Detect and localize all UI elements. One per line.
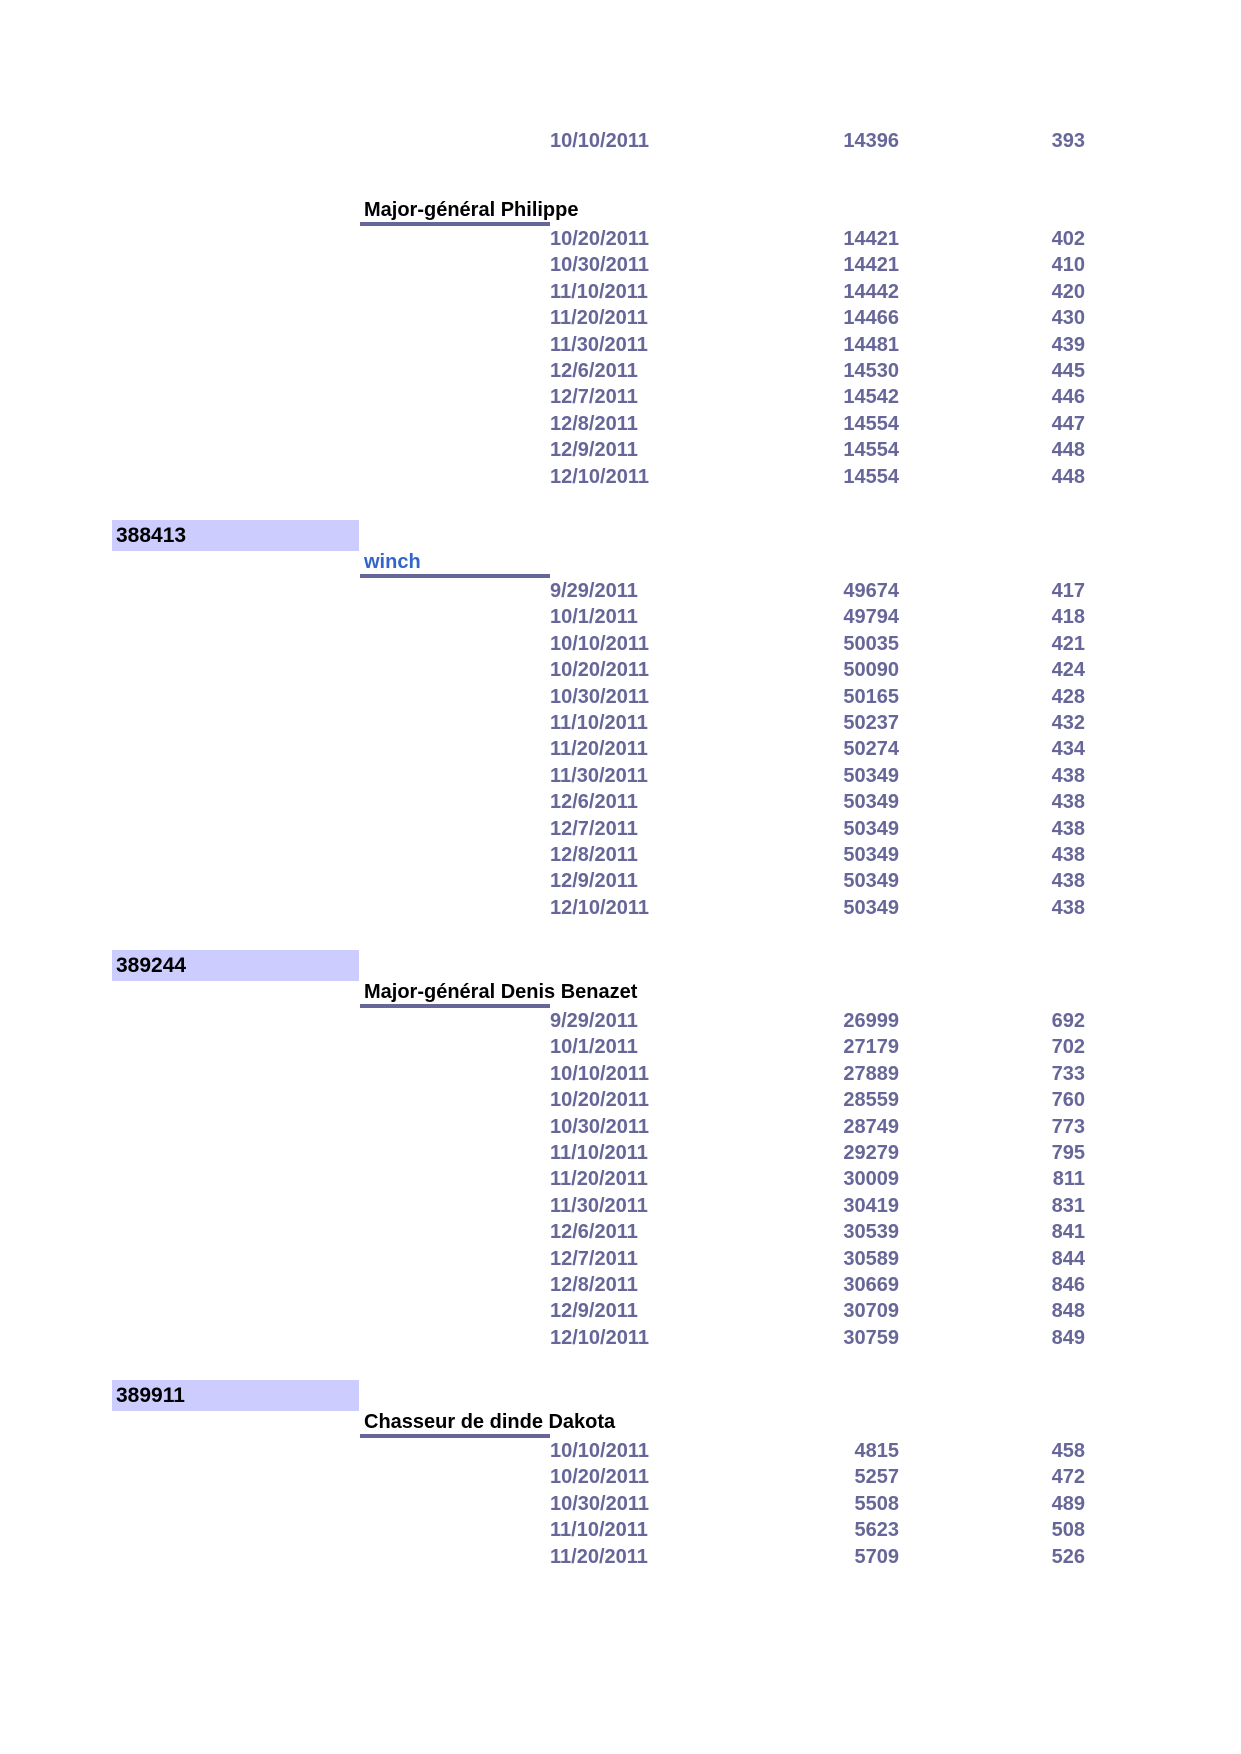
value-cell: 14421: [843, 228, 899, 250]
count-cell: 702: [1051, 1036, 1085, 1059]
value-cell: 14554: [843, 412, 899, 435]
count-cell: 439: [1051, 333, 1085, 356]
date-cell: 12/7/2011: [550, 1247, 638, 1270]
date-cell: 11/20/2011: [550, 1168, 648, 1191]
date-cell: 11/30/2011: [550, 333, 648, 356]
table-row: [0, 631, 1241, 658]
table-row: [0, 411, 1241, 438]
count-cell: 447: [1051, 412, 1085, 435]
value-cell: 30709: [843, 1300, 899, 1323]
value-cell: 30589: [843, 1247, 899, 1270]
value-cell: 14442: [843, 280, 899, 303]
count-cell: 424: [1051, 659, 1085, 682]
count-cell: 438: [1051, 870, 1085, 893]
table-row: [0, 1219, 1241, 1246]
date-cell: 11/30/2011: [550, 764, 648, 787]
value-cell: 5709: [854, 1545, 899, 1568]
table-row: [0, 1272, 1241, 1299]
date-cell: 12/8/2011: [550, 412, 638, 435]
player-name-cell: Chasseur de dinde Dakota: [360, 1410, 550, 1438]
date-cell: 10/1/2011: [550, 606, 638, 629]
value-cell: 14530: [843, 360, 899, 382]
table-row: [0, 1491, 1241, 1518]
date-cell: 10/20/2011: [550, 1089, 649, 1112]
value-cell: 50349: [843, 817, 899, 840]
value-cell: 50035: [843, 632, 899, 655]
table-row: [0, 1193, 1241, 1220]
date-cell: 12/6/2011: [550, 1221, 638, 1244]
table-row: [0, 1140, 1241, 1167]
count-cell: 692: [1051, 1010, 1085, 1032]
table-row: [0, 1438, 1241, 1465]
count-cell: 438: [1051, 896, 1085, 919]
date-cell: 10/10/2011: [550, 130, 649, 152]
date-cell: 11/10/2011: [550, 712, 648, 734]
date-cell: 10/30/2011: [550, 685, 649, 708]
table-row: [0, 437, 1241, 464]
value-cell: 27179: [843, 1036, 899, 1059]
table-row: [0, 684, 1241, 711]
count-cell: 438: [1051, 844, 1085, 866]
value-cell: 49794: [843, 606, 899, 629]
date-cell: 10/20/2011: [550, 1466, 649, 1489]
count-cell: 848: [1051, 1300, 1085, 1323]
value-cell: 50165: [843, 685, 899, 708]
date-cell: 10/30/2011: [550, 1115, 649, 1138]
value-cell: 14554: [843, 439, 899, 462]
value-cell: 29279: [843, 1142, 899, 1164]
value-cell: 30539: [843, 1221, 899, 1244]
table-row: [0, 1061, 1241, 1088]
date-cell: 10/10/2011: [550, 632, 649, 655]
table-row: [0, 842, 1241, 869]
date-cell: 10/1/2011: [550, 1036, 638, 1059]
count-cell: 438: [1051, 764, 1085, 787]
table-row: [0, 604, 1241, 631]
count-cell: 410: [1051, 254, 1085, 277]
count-cell: 846: [1051, 1274, 1085, 1296]
table-row: [0, 578, 1241, 605]
table-row: [0, 1544, 1241, 1571]
table-row: [0, 1298, 1241, 1325]
date-cell: 10/10/2011: [550, 1440, 649, 1462]
date-cell: 12/10/2011: [550, 465, 649, 488]
count-cell: 432: [1051, 712, 1085, 734]
count-cell: 446: [1051, 386, 1085, 409]
date-cell: 11/30/2011: [550, 1194, 648, 1217]
table-row: [0, 226, 1241, 253]
count-cell: 420: [1051, 280, 1085, 303]
count-cell: 733: [1051, 1062, 1085, 1085]
value-cell: 50090: [843, 659, 899, 682]
value-cell: 26999: [843, 1010, 899, 1032]
date-cell: 11/10/2011: [550, 280, 648, 303]
table-row: [0, 358, 1241, 385]
table-row: [0, 1464, 1241, 1491]
count-cell: 841: [1051, 1221, 1085, 1244]
value-cell: 14554: [843, 465, 899, 488]
value-cell: 14421: [843, 254, 899, 277]
table-row: [0, 1008, 1241, 1035]
value-cell: 50349: [843, 870, 899, 893]
table-row: [0, 279, 1241, 306]
value-cell: 27889: [843, 1062, 899, 1085]
count-cell: 393: [1051, 130, 1085, 152]
table-row: [0, 252, 1241, 279]
table-row: [0, 657, 1241, 684]
date-cell: 11/20/2011: [550, 307, 648, 330]
value-cell: 50349: [843, 764, 899, 787]
date-cell: 11/20/2011: [550, 738, 648, 761]
date-cell: 12/9/2011: [550, 1300, 638, 1323]
table-row: [0, 332, 1241, 359]
count-cell: 418: [1051, 606, 1085, 629]
table-row: [0, 1166, 1241, 1193]
count-cell: 472: [1051, 1466, 1085, 1489]
date-cell: 10/20/2011: [550, 659, 649, 682]
date-cell: 12/8/2011: [550, 844, 638, 866]
count-cell: 811: [1052, 1168, 1085, 1191]
date-cell: 12/9/2011: [550, 439, 638, 462]
date-cell: 11/20/2011: [550, 1545, 648, 1568]
table-row: [0, 736, 1241, 763]
count-cell: 438: [1051, 817, 1085, 840]
value-cell: 30669: [843, 1274, 899, 1296]
value-cell: 50349: [843, 791, 899, 814]
date-cell: 12/9/2011: [550, 870, 638, 893]
value-cell: 14542: [843, 386, 899, 409]
date-cell: 12/6/2011: [550, 360, 638, 382]
date-cell: 12/7/2011: [550, 817, 638, 840]
date-cell: 12/7/2011: [550, 386, 638, 409]
date-cell: 10/20/2011: [550, 228, 649, 250]
count-cell: 831: [1051, 1194, 1085, 1217]
table-row: [0, 868, 1241, 895]
value-cell: 4815: [854, 1440, 899, 1462]
table-row: [0, 816, 1241, 843]
value-cell: 30759: [843, 1326, 899, 1349]
count-cell: 844: [1051, 1247, 1085, 1270]
count-cell: 448: [1051, 439, 1085, 462]
count-cell: 849: [1051, 1326, 1085, 1349]
table-row: [0, 305, 1241, 332]
count-cell: 773: [1051, 1115, 1085, 1138]
value-cell: 49674: [843, 580, 899, 602]
value-cell: 30009: [843, 1168, 899, 1191]
count-cell: 421: [1051, 632, 1085, 655]
date-cell: 9/29/2011: [550, 1010, 638, 1032]
table-row: [0, 789, 1241, 816]
table-row: [0, 1114, 1241, 1141]
table-row: [0, 1087, 1241, 1114]
value-cell: 50349: [843, 896, 899, 919]
date-cell: 11/10/2011: [550, 1142, 648, 1164]
player-name-cell[interactable]: winch: [360, 550, 550, 578]
count-cell: 434: [1051, 738, 1085, 761]
value-cell: 50349: [843, 844, 899, 866]
table-row: [0, 384, 1241, 411]
table-row: [0, 1517, 1241, 1544]
date-cell: 11/10/2011: [550, 1519, 648, 1542]
count-cell: 760: [1051, 1089, 1085, 1112]
value-cell: 28559: [843, 1089, 899, 1112]
value-cell: 50274: [843, 738, 899, 761]
value-cell: 5508: [854, 1492, 899, 1515]
date-cell: 12/10/2011: [550, 1326, 649, 1349]
count-cell: 448: [1051, 465, 1085, 488]
player-name-cell: Major-général Philippe: [360, 198, 550, 226]
table-row: [0, 464, 1241, 491]
count-cell: 402: [1051, 228, 1085, 250]
count-cell: 430: [1051, 307, 1085, 330]
value-cell: 5257: [854, 1466, 899, 1489]
count-cell: 445: [1051, 360, 1085, 382]
count-cell: 438: [1051, 791, 1085, 814]
count-cell: 458: [1051, 1440, 1085, 1462]
date-cell: 12/6/2011: [550, 791, 638, 814]
count-cell: 428: [1051, 685, 1085, 708]
table-row: [0, 1246, 1241, 1273]
date-cell: 12/10/2011: [550, 896, 649, 919]
table-row: [0, 1325, 1241, 1352]
value-cell: 14481: [843, 333, 899, 356]
value-cell: 5623: [854, 1519, 899, 1542]
table-row: [0, 710, 1241, 737]
table-row: [0, 895, 1241, 922]
date-cell: 10/10/2011: [550, 1062, 649, 1085]
group-id-cell: 388413: [112, 520, 359, 551]
value-cell: 14396: [843, 130, 899, 152]
date-cell: 10/30/2011: [550, 254, 649, 277]
count-cell: 489: [1051, 1492, 1085, 1515]
player-name-cell: Major-général Denis Benazet: [360, 980, 550, 1008]
count-cell: 508: [1051, 1519, 1085, 1542]
date-cell: 10/30/2011: [550, 1492, 649, 1515]
count-cell: 417: [1051, 580, 1085, 602]
count-cell: 795: [1051, 1142, 1085, 1164]
group-id-cell: 389244: [112, 950, 359, 981]
date-cell: 12/8/2011: [550, 1274, 638, 1296]
value-cell: 28749: [843, 1115, 899, 1138]
date-cell: 9/29/2011: [550, 580, 638, 602]
value-cell: 30419: [843, 1194, 899, 1217]
table-row: [0, 763, 1241, 790]
count-cell: 526: [1051, 1545, 1085, 1568]
table-row: [0, 128, 1241, 155]
table-row: [0, 1034, 1241, 1061]
group-id-cell: 389911: [112, 1380, 359, 1411]
value-cell: 50237: [843, 712, 899, 734]
value-cell: 14466: [843, 307, 899, 330]
